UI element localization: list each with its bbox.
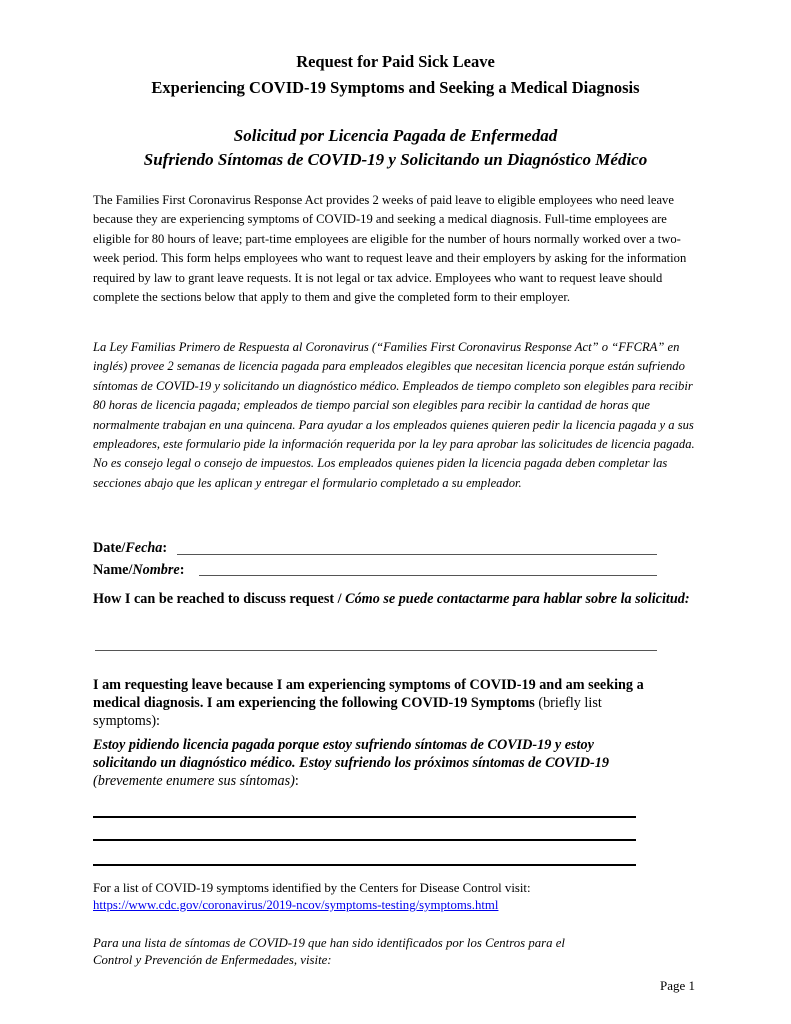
date-field[interactable] [177, 554, 657, 555]
title-spanish-line2: Sufriendo Síntomas de COVID-19 y Solicitando un Diagnóstico Médico [143, 150, 648, 169]
name-label-spanish: Nombre [132, 562, 180, 578]
date-label [93, 540, 167, 557]
cdc-text-spanish: Para una lista de síntomas de COVID-19 que han sido identificados por los Centros para el Control y Prevención de Enfermedades, visite: [93, 936, 565, 967]
symptoms-question-spanish [93, 736, 653, 790]
intro-english: The Families First Coronavirus Response Act provides 2 weeks of paid leave to eligible employees who need leave because they are experiencing symptoms of COVID-19 and seeking a medical diagnosis. Full-time employees are eligible for 80 hours of leave; part-time employees are eligible for the number of hours normally worked over a two-week period. This form helps employees who want to request leave and their employers by asking for the information required by law to grant leave requests. It is not legal or tax advice. Employees who want to request leave should complete the sections below that apply to them and give the completed form to their employer. [93, 193, 687, 305]
date-label-english: Date/ [93, 540, 126, 556]
cdc-symptoms-link[interactable]: https://www.cdc.gov/coronavirus/2019-ncov/symptoms-testing/symptoms.html [93, 898, 499, 912]
cdc-text-english: For a list of COVID-19 symptoms identified by the Centers for Disease Control visit: [93, 881, 531, 895]
contact-question [93, 590, 693, 608]
title-spanish-line1: Solicitud por Licencia Pagada de Enfermedad [233, 126, 558, 145]
symptoms-question-english [93, 676, 653, 730]
page-number: Page 1 [660, 978, 696, 993]
date-label-spanish: Fecha [125, 540, 163, 556]
contact-label-spanish: Cómo se puede contactarme para hablar sobre la solicitud: [345, 591, 690, 607]
symptoms-en-bold: I am requesting leave because I am experiencing symptoms of COVID-19 and am seeking a medical diagnosis. I am experiencing the following COVID-19 Symptoms [93, 677, 644, 711]
title-english-line2: Experiencing COVID-19 Symptoms and Seeking a Medical Diagnosis [151, 78, 640, 97]
name-field[interactable] [199, 575, 657, 576]
contact-label-english: How I can be reached to discuss request / [93, 591, 346, 607]
name-label-english: Name/ [93, 562, 133, 578]
intro-spanish: La Ley Familias Primero de Respuesta al Coronavirus (“Families First Coronavirus Response Act” o “FFCRA” en inglés) provee 2 semanas de licencia pagada para empleados elegibles que necesitan licencia porque están sufriendo síntomas de COVID-19 y solicitando un diagnóstico médico. Empleados de tiempo completo son elegibles para recibir 80 horas de licencia pagada; empleados de tiempo parcial son elegibles para recibir la cantidad de horas que normalmente trabajan en una quincena. Para ayudar a los empleados quienes quieren pedir la licencia pagada y a sus empleadores, este formulario pide la información requerida por la ley para aprobar las solicitudes de licencia pagada. No es consejo legal o consejo de impuestos. Los empleados quienes piden la licencia pagada deben completar las secciones abajo que les aplican y entregar el formulario completado a su empleador. [93, 340, 695, 490]
contact-field[interactable] [95, 650, 657, 651]
symptoms-es-note: (brevemente enumere sus síntomas) [93, 773, 295, 789]
symptoms-line-1[interactable] [93, 816, 636, 818]
symptoms-es-bold: Estoy pidiendo licencia pagada porque estoy sufriendo síntomas de COVID-19 y estoy solicitando un diagnóstico médico. Estoy sufriendo los próximos síntomas de COVID-19 [93, 737, 609, 771]
date-label-colon: : [162, 540, 168, 556]
title-english-line1: Request for Paid Sick Leave [296, 52, 495, 71]
cdc-reference-english [93, 880, 531, 914]
name-label [93, 562, 184, 579]
symptoms-line-2[interactable] [93, 839, 636, 841]
name-label-colon: : [179, 562, 185, 578]
symptoms-line-3[interactable] [93, 864, 636, 866]
symptoms-en-note: (briefly list symptoms): [93, 695, 602, 729]
symptoms-es-colon: : [294, 773, 299, 789]
